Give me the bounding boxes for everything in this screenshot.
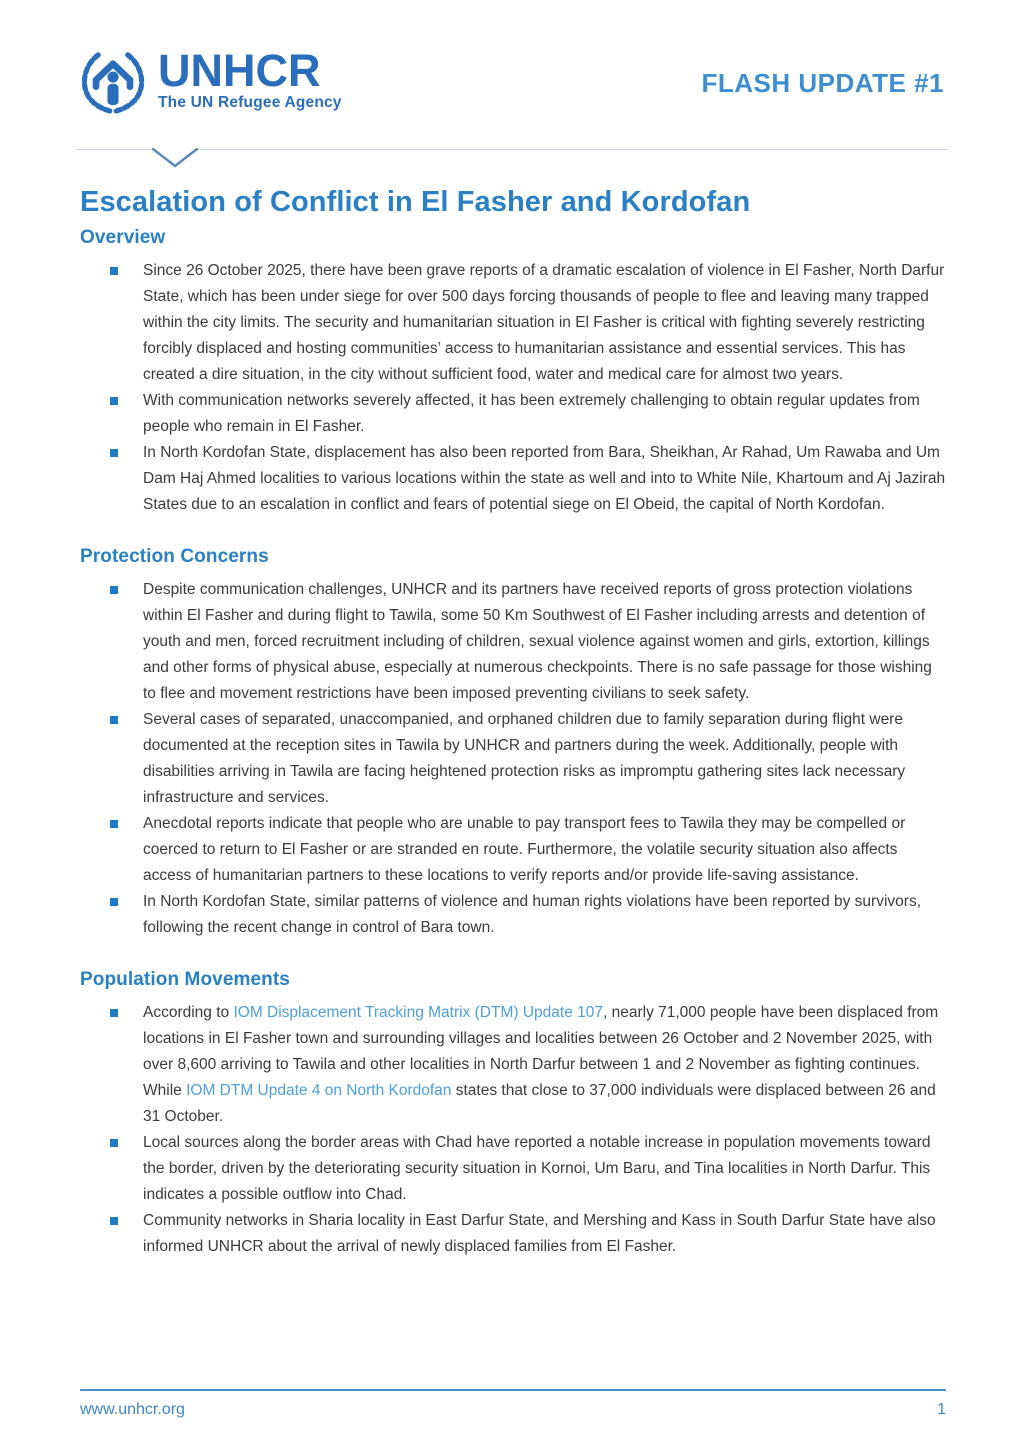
bullet-text: In North Kordofan State, displacement has also been reported from Bara, Sheikhan, Ar Rahad, Um Rawaba and Um Dam Haj Ahmed localities to various locations within the state as well and into to White Nile, Khartoum and Aj Jazirah States due to an escalation in conflict and fears of potential siege on El Obeid, the capital of North Kordofan. xyxy=(143,444,946,514)
bullet-text: Community networks in Sharia locality in East Darfur State, and Mershing and Kass in South Darfur State have also informed UNHCR about the arrival of newly displaced families from El Fasher. xyxy=(143,1212,936,1256)
bullet-text: Local sources along the border areas with Chad have reported a notable increase in population movements toward the border, driven by the deteriorating security situation in Kornoi, Um Baru, and Tina localities in North Darfur. This indicates a possible outflow into Chad. xyxy=(143,1134,931,1204)
unhcr-website-link[interactable]: www.unhcr.org xyxy=(80,1401,185,1418)
bullet-square-icon xyxy=(110,586,118,594)
bullet-text: Despite communication challenges, UNHCR and its partners have received reports of gross protection violations within El Fasher and during flight to Tawila, some 50 Km Southwest of El Fasher including arrests and detention of youth and men, forced recruitment including of children, sexual violence against women and girls, extortion, killings and other forms of physical abuse, especially at numerous checkpoints. There is no safe passage for those wishing to flee and movement restrictions have been imposed preventing civilians to seek safety. xyxy=(143,581,932,703)
bullet-item xyxy=(80,1000,946,1130)
header-divider xyxy=(76,148,948,170)
bullet-text: Anecdotal reports indicate that people who are unable to pay transport fees to Tawila they may be compelled or coerced to return to El Fasher or are stranded en route. Furthermore, the volatile security situation also affects access of humanitarian partners to these locations to verify reports and/or provide life-saving assistance. xyxy=(143,815,906,885)
bullet-item xyxy=(80,1208,946,1260)
bullet-item xyxy=(80,388,946,440)
logo-tagline: The UN Refugee Agency xyxy=(158,94,342,111)
section-heading-population-movements: Population Movements xyxy=(80,969,290,991)
bullet-square-icon xyxy=(110,1009,118,1017)
bullet-item xyxy=(80,258,946,388)
unhcr-emblem-icon xyxy=(76,46,150,114)
section-population-movements xyxy=(80,969,946,1260)
chevron-down-icon xyxy=(152,148,198,170)
section-heading-protection-concerns: Protection Concerns xyxy=(80,546,269,568)
page-footer xyxy=(80,1389,946,1419)
section-overview xyxy=(80,227,946,518)
sections-container xyxy=(80,227,946,1260)
page-header xyxy=(0,0,1024,114)
bullet-list-population-movements xyxy=(80,1000,946,1260)
inline-link[interactable]: IOM Displacement Tracking Matrix (DTM) Update 107 xyxy=(233,1004,603,1022)
bullet-item xyxy=(80,811,946,889)
inline-link[interactable]: IOM DTM Update 4 on North Kordofan xyxy=(186,1082,452,1100)
bullet-text: Several cases of separated, unaccompanied, and orphaned children due to family separation during flight were documented at the reception sites in Tawila by UNHCR and partners during the week. Additionally, people with disabilities arriving in Tawila are facing heightened protection risks as impromptu gathering sites lack necessary infrastructure and services. xyxy=(143,711,906,807)
bullet-text: Since 26 October 2025, there have been grave reports of a dramatic escalation of violence in El Fasher, North Darfur State, which has been under siege for over 500 days forcing thousands of people to flee and leaving many trapped within the city limits. The security and humanitarian situation in El Fasher is critical with fighting severely restricting forcibly displaced and hosting communities’ access to humanitarian assistance and essential services. This has created a dire situation, in the city without sufficient food, water and medical care for almost two years. xyxy=(143,262,945,384)
bullet-text: , nearly 71,000 people have been displaced from locations in El Fasher town and surrounding villages and localities between 26 October and 2 November 2025, with over 8,600 arriving to Tawila and other localities in North Darfur between 1 and 2 November as fighting continues. While xyxy=(143,1004,939,1100)
bullet-square-icon xyxy=(110,820,118,828)
unhcr-logo xyxy=(76,46,342,114)
bullet-item xyxy=(80,577,946,707)
page-title: Escalation of Conflict in El Fasher and Kordofan xyxy=(80,186,751,218)
bullet-square-icon xyxy=(110,397,118,405)
bullet-item xyxy=(80,440,946,518)
divider-line-left xyxy=(76,149,152,150)
bullet-item xyxy=(80,707,946,811)
bullet-square-icon xyxy=(110,267,118,275)
bullet-square-icon xyxy=(110,449,118,457)
bullet-square-icon xyxy=(110,716,118,724)
logo-wordmark: UNHCR xyxy=(158,45,321,96)
bullet-text: According to xyxy=(143,1004,234,1022)
bullet-text: states that close to 37,000 individuals were displaced between 26 and 31 October. xyxy=(143,1082,936,1126)
bullet-text: In North Kordofan State, similar patterns of violence and human rights violations have been reported by survivors, following the recent change in control of Bara town. xyxy=(143,893,921,937)
section-heading-overview: Overview xyxy=(80,227,166,249)
bullet-text: With communication networks severely affected, it has been extremely challenging to obtain regular updates from people who remain in El Fasher. xyxy=(143,392,920,436)
bullet-square-icon xyxy=(110,1217,118,1225)
document-body xyxy=(0,170,1024,1389)
divider-line-right xyxy=(198,149,948,150)
section-protection-concerns xyxy=(80,546,946,941)
bullet-list-protection-concerns xyxy=(80,577,946,941)
bullet-item xyxy=(80,889,946,941)
flash-update-label: FLASH UPDATE #1 xyxy=(701,68,944,98)
bullet-item xyxy=(80,1130,946,1208)
bullet-square-icon xyxy=(110,898,118,906)
page-number: 1 xyxy=(937,1401,946,1418)
bullet-list-overview xyxy=(80,258,946,518)
bullet-square-icon xyxy=(110,1139,118,1147)
logo-text xyxy=(158,45,342,112)
